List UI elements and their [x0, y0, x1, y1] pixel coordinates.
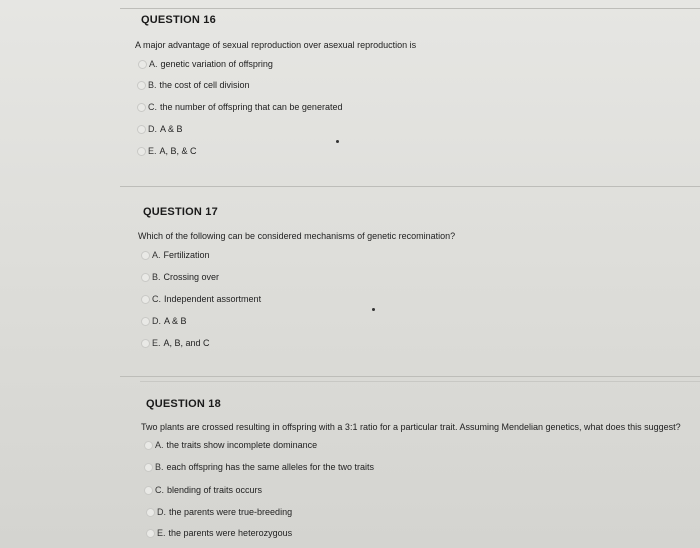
q18-option-c[interactable]: [144, 485, 262, 495]
q17-option-a[interactable]: [141, 250, 210, 260]
q16-option-b[interactable]: [137, 80, 250, 90]
option-letter: D.: [148, 124, 157, 134]
option-text: the traits show incomplete dominance: [166, 440, 318, 450]
option-letter: A.: [152, 250, 161, 260]
option-text: Crossing over: [163, 272, 220, 282]
option-letter: D.: [152, 316, 161, 326]
q17-option-e[interactable]: [141, 338, 210, 348]
option-text: the number of offspring that can be generated: [160, 102, 343, 112]
question-divider: [140, 381, 700, 382]
q16-option-a[interactable]: [138, 59, 273, 69]
q16-option-d[interactable]: [137, 124, 183, 134]
radio-button[interactable]: [144, 463, 153, 472]
q16-option-e[interactable]: [137, 146, 197, 156]
q18-option-b[interactable]: [144, 462, 374, 472]
question-16-title: QUESTION 16: [141, 14, 216, 26]
option-text: A & B: [160, 124, 183, 134]
radio-button[interactable]: [137, 147, 146, 156]
option-letter: E.: [152, 338, 161, 348]
q16-option-c[interactable]: [137, 102, 342, 112]
option-text: each offspring has the same alleles for the two traits: [166, 462, 374, 472]
option-text: blending of traits occurs: [167, 485, 263, 495]
question-16-text: A major advantage of sexual reproduction over asexual reproduction is: [135, 40, 417, 50]
radio-button[interactable]: [144, 441, 153, 450]
option-text: Independent assortment: [164, 294, 262, 304]
q18-option-a[interactable]: [144, 440, 317, 450]
option-letter: C.: [148, 102, 157, 112]
option-letter: E.: [157, 528, 166, 538]
option-letter: D.: [157, 507, 166, 517]
radio-button[interactable]: [137, 125, 146, 134]
option-text: the parents were true-breeding: [169, 507, 293, 517]
option-letter: A.: [155, 440, 164, 450]
radio-button[interactable]: [146, 508, 155, 517]
q17-option-d[interactable]: [141, 316, 187, 326]
radio-button[interactable]: [138, 60, 147, 69]
option-text: A, B, and C: [163, 338, 210, 348]
option-text: the cost of cell division: [159, 80, 250, 90]
question-17-title: QUESTION 17: [143, 206, 218, 218]
radio-button[interactable]: [146, 529, 155, 538]
radio-button[interactable]: [141, 317, 150, 326]
option-letter: C.: [155, 485, 164, 495]
radio-button[interactable]: [137, 103, 146, 112]
q17-option-c[interactable]: [141, 294, 261, 304]
q18-option-e[interactable]: [146, 528, 292, 538]
q17-option-b[interactable]: [141, 272, 219, 282]
question-divider: [120, 8, 700, 9]
option-letter: A.: [149, 59, 158, 69]
option-letter: B.: [155, 462, 164, 472]
option-text: genetic variation of offspring: [160, 59, 273, 69]
option-letter: C.: [152, 294, 161, 304]
radio-button[interactable]: [141, 339, 150, 348]
option-letter: E.: [148, 146, 157, 156]
radio-button[interactable]: [137, 81, 146, 90]
question-18-title: QUESTION 18: [146, 398, 221, 410]
option-letter: B.: [152, 272, 161, 282]
option-text: the parents were heterozygous: [168, 528, 293, 538]
question-17-text: Which of the following can be considered mechanisms of genetic recomination?: [138, 231, 456, 241]
question-divider: [120, 186, 700, 187]
option-letter: B.: [148, 80, 157, 90]
option-text: A, B, & C: [159, 146, 197, 156]
question-divider: [120, 376, 700, 377]
radio-button[interactable]: [141, 295, 150, 304]
radio-button[interactable]: [141, 251, 150, 260]
option-text: A & B: [164, 316, 187, 326]
option-text: Fertilization: [163, 250, 210, 260]
radio-button[interactable]: [144, 486, 153, 495]
stray-dot: [336, 140, 339, 143]
question-18-text: Two plants are crossed resulting in offspring with a 3:1 ratio for a particular trait. Assuming Mendelian genetics, what does this suggest?: [141, 422, 681, 432]
stray-dot: [372, 308, 375, 311]
radio-button[interactable]: [141, 273, 150, 282]
q18-option-d[interactable]: [146, 507, 292, 517]
